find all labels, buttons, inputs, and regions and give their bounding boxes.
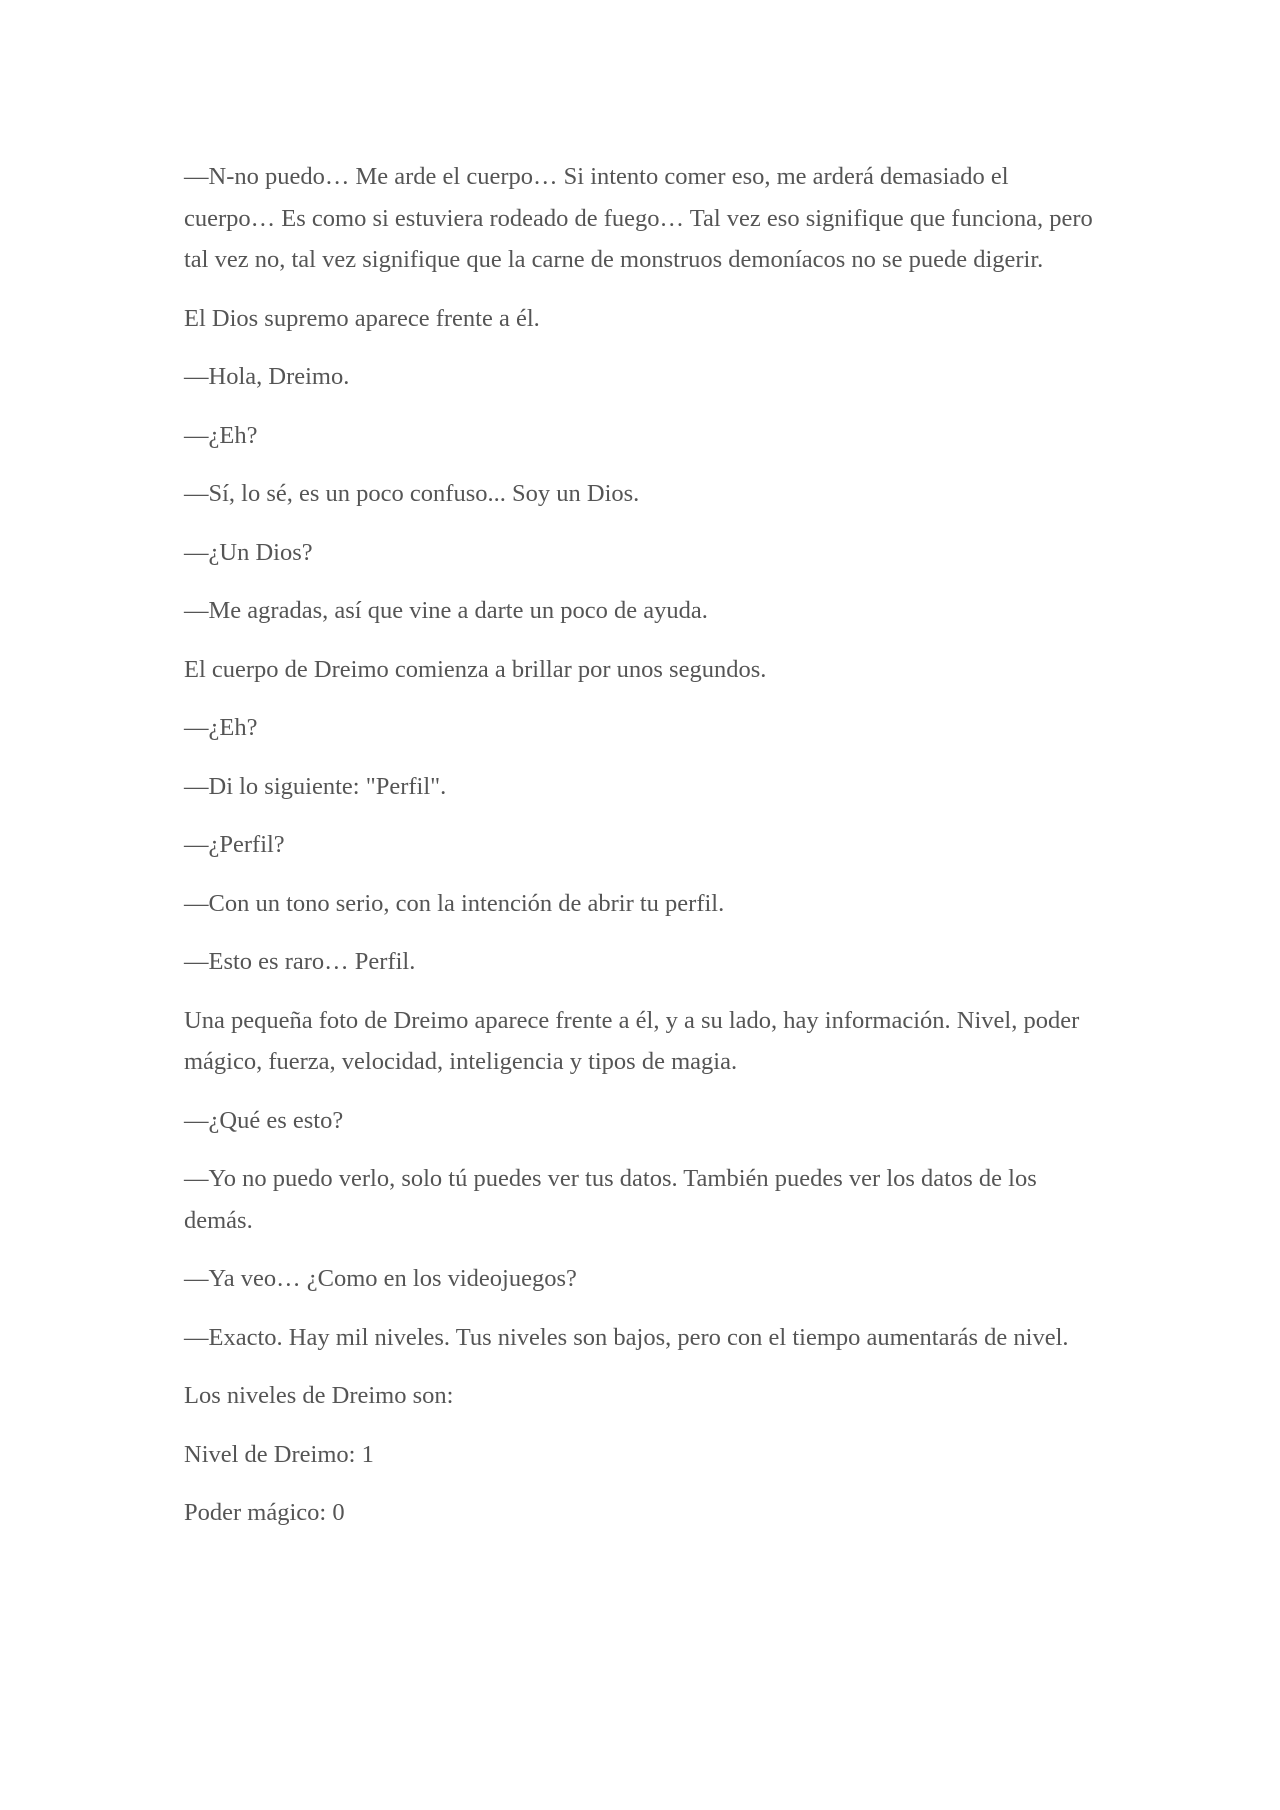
paragraph-18: —Exacto. Hay mil niveles. Tus niveles son bajos, pero con el tiempo aumentarás de nivel. <box>184 1323 1069 1351</box>
document-body <box>184 156 1104 1551</box>
paragraph-11: —¿Perfil? <box>184 831 285 858</box>
paragraph-6: —¿Un Dios? <box>184 538 313 566</box>
paragraph-21: Poder mágico: 0 <box>184 1499 345 1526</box>
paragraph-8: El cuerpo de Dreimo comienza a brillar por unos segundos. <box>184 655 767 683</box>
paragraph-5: —Sí, lo sé, es un poco confuso... Soy un Dios. <box>184 480 640 507</box>
paragraph-17: —Ya veo… ¿Como en los videojuegos? <box>184 1265 577 1292</box>
paragraph-3: —Hola, Dreimo. <box>184 363 350 390</box>
paragraph-12: —Con un tono serio, con la intención de abrir tu perfil. <box>184 889 725 917</box>
paragraph-7: —Me agradas, así que vine a darte un poco de ayuda. <box>184 597 708 624</box>
paragraph-15: —¿Qué es esto? <box>184 1106 344 1134</box>
paragraph-10: —Di lo siguiente: "Perfil". <box>184 772 447 800</box>
paragraph-14: Una pequeña foto de Dreimo aparece frente a él, y a su lado, hay información. Nivel, poder mágico, fuerza, velocidad, inteligencia y tipos de magia. <box>184 1006 1080 1075</box>
paragraph-16: —Yo no puedo verlo, solo tú puedes ver tus datos. También puedes ver los datos de los demás. <box>184 1165 1037 1234</box>
paragraph-20: Nivel de Dreimo: 1 <box>184 1440 374 1468</box>
paragraph-9: —¿Eh? <box>184 714 258 741</box>
paragraph-4: —¿Eh? <box>184 421 258 449</box>
paragraph-13: —Esto es raro… Perfil. <box>184 948 416 975</box>
paragraph-19: Los niveles de Dreimo son: <box>184 1382 454 1409</box>
paragraph-2: El Dios supremo aparece frente a él. <box>184 304 540 332</box>
paragraph-1: —N-no puedo… Me arde el cuerpo… Si intento comer eso, me arderá demasiado el cuerpo… Es como si estuviera rodeado de fuego… Tal vez eso signifique que funciona, pero tal vez no, tal vez signifique que la carne de monstruos demoníacos no se puede digerir. <box>184 163 1093 273</box>
